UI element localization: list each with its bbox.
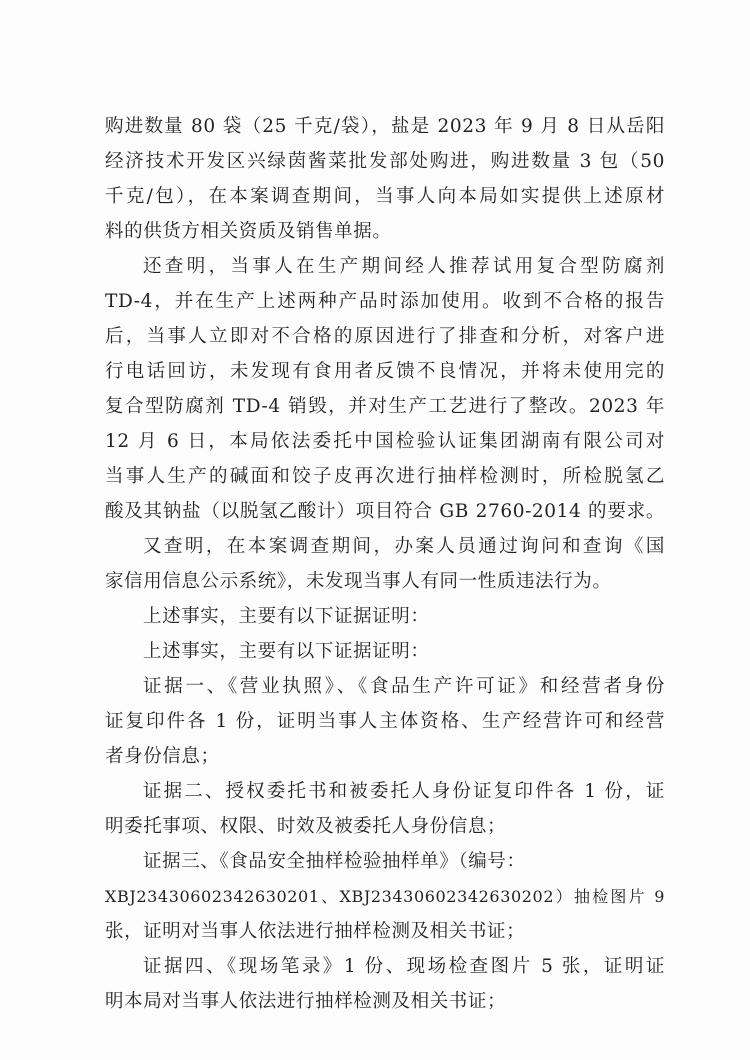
- text-line: 明委托事项、权限、时效及被委托人身份信息；: [105, 816, 507, 837]
- paragraph-start-line: 上述事实，主要有以下证据证明：: [143, 606, 430, 627]
- text-line: 经济技术开发区兴绿茵酱菜批发部处购进，购进数量 3 包（50: [105, 151, 665, 172]
- text-line: 家信用信息公示系统》，未发现当事人有同一性质违法行为。: [105, 571, 612, 592]
- text-line: 明本局对当事人依法进行抽样检测及相关书证；: [105, 991, 507, 1012]
- text-line: 千克/包），在本案调查期间，当事人向本局如实提供上述原材: [105, 186, 665, 207]
- text-line: 12 月 6 日，本局依法委托中国检验认证集团湖南有限公司对: [105, 431, 665, 452]
- text-line: XBJ23430602342630201、XBJ23430602342630202）抽检图片 9: [105, 887, 665, 906]
- text-line: 购进数量 80 袋（25 千克/袋），盐是 2023 年 9 月 8 日从岳阳: [105, 116, 665, 137]
- text-line: 者身份信息；: [105, 746, 220, 767]
- text-line: 当事人生产的碱面和饺子皮再次进行抽样检测时，所检脱氢乙: [105, 466, 665, 487]
- text-line: 料的供货方相关资质及销售单据。: [105, 221, 392, 242]
- paragraph-start-line: 又查明，在本案调查期间，办案人员通过询问和查询《国: [143, 536, 665, 557]
- text-line: 复合型防腐剂 TD-4 销毁，并对生产工艺进行了整改。2023 年: [105, 396, 665, 417]
- paragraph-start-line: 证据四、《现场笔录》1 份、现场检查图片 5 张，证明证: [143, 956, 665, 977]
- paragraph-start-line: 证据一、《营业执照》、《食品生产许可证》和经营者身份: [143, 676, 665, 697]
- text-line: 张，证明对当事人依法进行抽样检测及相关书证；: [105, 921, 526, 942]
- text-line: 行电话回访，未发现有食用者反馈不良情况，并将未使用完的: [105, 361, 665, 382]
- text-line: 酸及其钠盐（以脱氢乙酸计）项目符合 GB 2760-2014 的要求。: [105, 501, 665, 522]
- paragraph-start-line: 上述事实，主要有以下证据证明：: [143, 641, 430, 662]
- paragraph-start-line: 还查明，当事人在生产期间经人推荐试用复合型防腐剂: [143, 256, 665, 277]
- paragraph-start-line: 证据三、《食品安全抽样检验抽样单》（编号：: [143, 851, 526, 872]
- text-line: 后，当事人立即对不合格的原因进行了排查和分析，对客户进: [105, 326, 665, 347]
- text-line: TD-4，并在生产上述两种产品时添加使用。收到不合格的报告: [105, 291, 665, 312]
- paragraph-start-line: 证据二、授权委托书和被委托人身份证复印件各 1 份，证: [143, 781, 665, 802]
- text-line: 证复印件各 1 份，证明当事人主体资格、生产经营许可和经营: [105, 711, 665, 732]
